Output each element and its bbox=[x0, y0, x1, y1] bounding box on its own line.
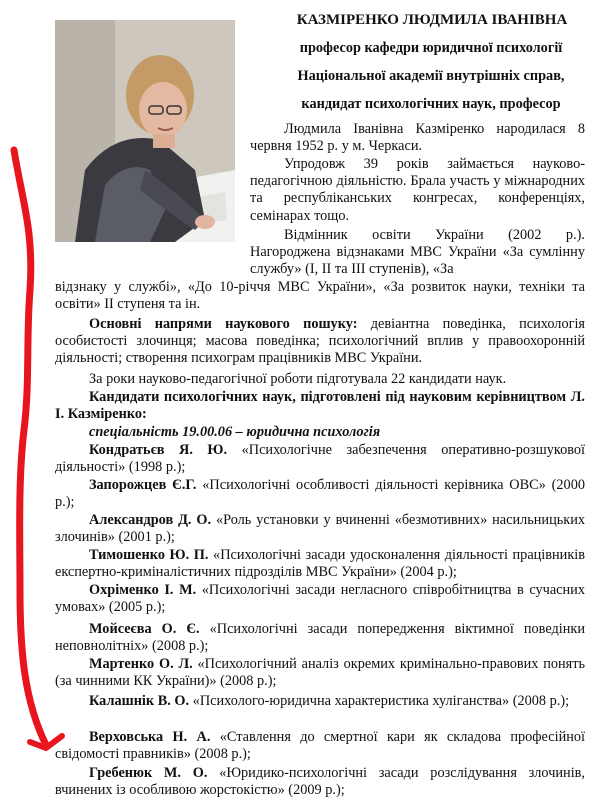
candidate-name: Калашнік В. О. bbox=[89, 693, 190, 709]
bio-awards-start: Відмінник освіти України (2002 р.). Нагороджена відзнаками МВС України «За сумлінну службу» (І, ІІ та ІІІ ступенів), «За bbox=[250, 227, 585, 278]
candidate-entry bbox=[55, 477, 585, 511]
candidate-entry bbox=[55, 765, 585, 799]
candidate-name: Запорожцев Є.Г. bbox=[89, 477, 197, 493]
candidate-work: «Психологічний аналіз окремих кримінально-правових понять (за чинними КК України)» (2008 р.); bbox=[55, 656, 586, 690]
candidate-work: «Психологічні засади удосконалення діяльності працівників експертно-криміналістичних підрозділів МВС України» (2004 р.); bbox=[55, 547, 586, 581]
candidate-work: «Психологічні особливості діяльності керівника ОВС» (2000 р.); bbox=[55, 477, 585, 511]
candidate-entry bbox=[55, 656, 585, 690]
candidate-work: «Психолого-юридична характеристика хуліганства» (2008 р.); bbox=[189, 693, 570, 709]
candidate-name: Охріменко І. М. bbox=[89, 582, 197, 598]
institution: Національної академії внутрішніх справ, bbox=[297, 68, 565, 84]
research-paragraph bbox=[55, 316, 585, 368]
candidate-name: Верховська Н. А. bbox=[89, 729, 211, 745]
candidate-entry bbox=[55, 621, 585, 655]
candidate-work: «Роль установки у вчиненні «безмотивних» насильницьких злочинів» (2001 р.); bbox=[55, 512, 585, 546]
candidate-entry bbox=[55, 442, 585, 476]
portrait-photo bbox=[55, 20, 235, 242]
bio-awards-end: відзнаку у службі», «До 10-річчя МВС України», «За розвиток науки, техніки та освіти» ІІ ступеня та ін. bbox=[55, 279, 585, 313]
candidate-name: Мартенко О. Л. bbox=[89, 656, 193, 672]
candidate-entry bbox=[55, 729, 585, 763]
candidate-work: «Психологічне забезпечення оперативно-розшукової діяльності» (1998 р.); bbox=[55, 442, 585, 476]
candidate-name: Мойсеєва О. Є. bbox=[89, 621, 200, 637]
supervision-count: За роки науково-педагогічної роботи підготувала 22 кандидати наук. bbox=[89, 371, 507, 387]
candidate-work: «Психологічні засади попередження віктимної поведінки неповнолітніх» (2008 р.); bbox=[55, 621, 585, 655]
supervision-heading: Кандидати психологічних наук, підготовлені під науковим керівництвом Л. І. Казміренко: bbox=[55, 389, 585, 423]
candidate-name: Кондратьєв Я. Ю. bbox=[89, 442, 228, 458]
candidate-entry bbox=[55, 547, 585, 581]
candidate-name: Гребенюк М. О. bbox=[89, 765, 208, 781]
research-label: Основні напрями наукового пошуку: bbox=[89, 316, 358, 332]
bio-career: Упродовж 39 років займається науково-педагогічною діяльністю. Брала участь у міжнародних та республіканських конгресах, конференціях, семінарах тощо. bbox=[250, 156, 585, 224]
candidate-work: «Юридико-психологічні засади розслідування злочинів, вчинених із особливою жорстокістю» (2009 р.); bbox=[55, 765, 585, 799]
specialty: спеціальність 19.00.06 – юридична психологія bbox=[89, 424, 381, 440]
candidate-work: «Ставлення до смертної кари як складова професійної свідомості правників» (2008 р.); bbox=[55, 729, 585, 763]
candidate-work: «Психологічні засади негласного співробітництва в сучасних умовах» (2005 р.); bbox=[55, 582, 585, 616]
candidate-entry bbox=[55, 512, 585, 546]
candidate-name: Тимошенко Ю. П. bbox=[89, 547, 209, 563]
bio-born: Людмила Іванівна Казміренко народилася 8 червня 1952 р. у м. Черкаси. bbox=[250, 121, 585, 155]
person-name: КАЗМІРЕНКО ЛЮДМИЛА ІВАНІВНА bbox=[296, 12, 568, 28]
candidate-entry bbox=[55, 693, 585, 710]
academic-degree: кандидат психологічних наук, професор bbox=[301, 96, 561, 112]
position-title: професор кафедри юридичної психології bbox=[299, 40, 563, 56]
research-text: девіантна поведінка, психологія особистості злочинця; масова поведінка; психологічний вплив у правоохоронній діяльності; створення психограм працівників МВС України. bbox=[55, 316, 586, 367]
candidate-entry bbox=[55, 582, 585, 616]
candidate-name: Александров Д. О. bbox=[89, 512, 212, 528]
